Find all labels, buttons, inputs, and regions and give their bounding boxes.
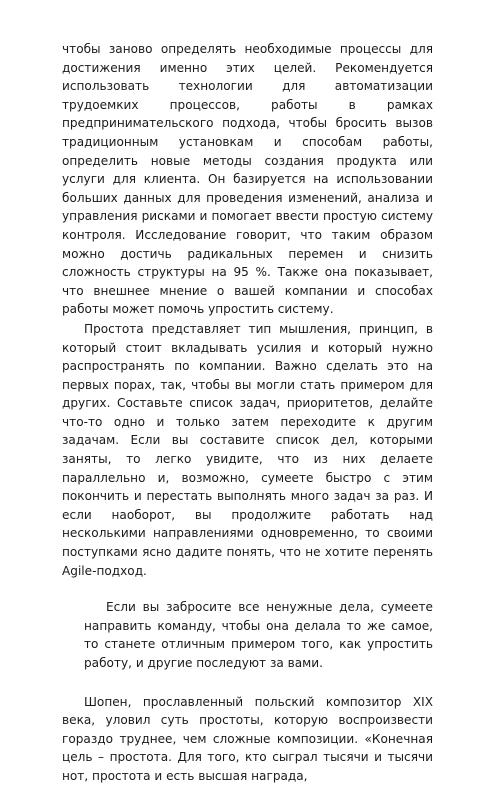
body-paragraph-2: Простота представляет тип мышления, принцип, в который стоит вкладывать усилия и который нужно распространять по компании. Важно сделать это на первых порах, так, чтобы вы могли стать примером для других. Составьте список задач, приоритетов, делайте что-то одно и только затем переходите к другим задачам. Если вы составите список дел, которыми заняты, то легко увидите, что из них делаете параллельно и, возможно, сумеете быстро с этим покончить и перестать выполнять много задач за раз. И если наоборот, вы продолжите работать над несколькими направлениями одновременно, то своими поступками ясно дадите понять, что не хотите перенять Agile-подход. bbox=[62, 321, 433, 578]
body-paragraph-1: чтобы заново определять необходимые процессы для достижения именно этих целей. Рекомендуется использовать технологии для автоматизации трудоемких процессов, работы в рамках предпринимательского подхода, чтобы бросить вызов традиционным установкам и способам работы, определить новые методы создания продукта или услуги для клиента. Он базируется на использовании больших данных для проведения изменений, анализа и управления рисками и помогает ввести простую систему контроля. Исследование говорит, что таким образом можно достичь радикальных перемен и снизить сложность структуры на 95 %. Также она показывает, что внешнее мнение о вашей компании и способах работы может помочь упростить систему. bbox=[62, 42, 433, 317]
body-paragraph-3: Шопен, прославленный польский композитор XIX века, уловил суть простоты, которую воспроизвести гораздо труднее, чем сложные композиции. «Конечная цель – простота. Для того, кто сыграл тысячи и тысячи нот, простота и есть высшая награда, bbox=[62, 694, 433, 783]
quote-text: Если вы забросите все ненужные дела, сумеете направить команду, чтобы она делала то же самое, то станете отличным примером того, как упростить работу, и другие последуют за вами. bbox=[84, 600, 433, 670]
block-quote bbox=[62, 598, 433, 672]
